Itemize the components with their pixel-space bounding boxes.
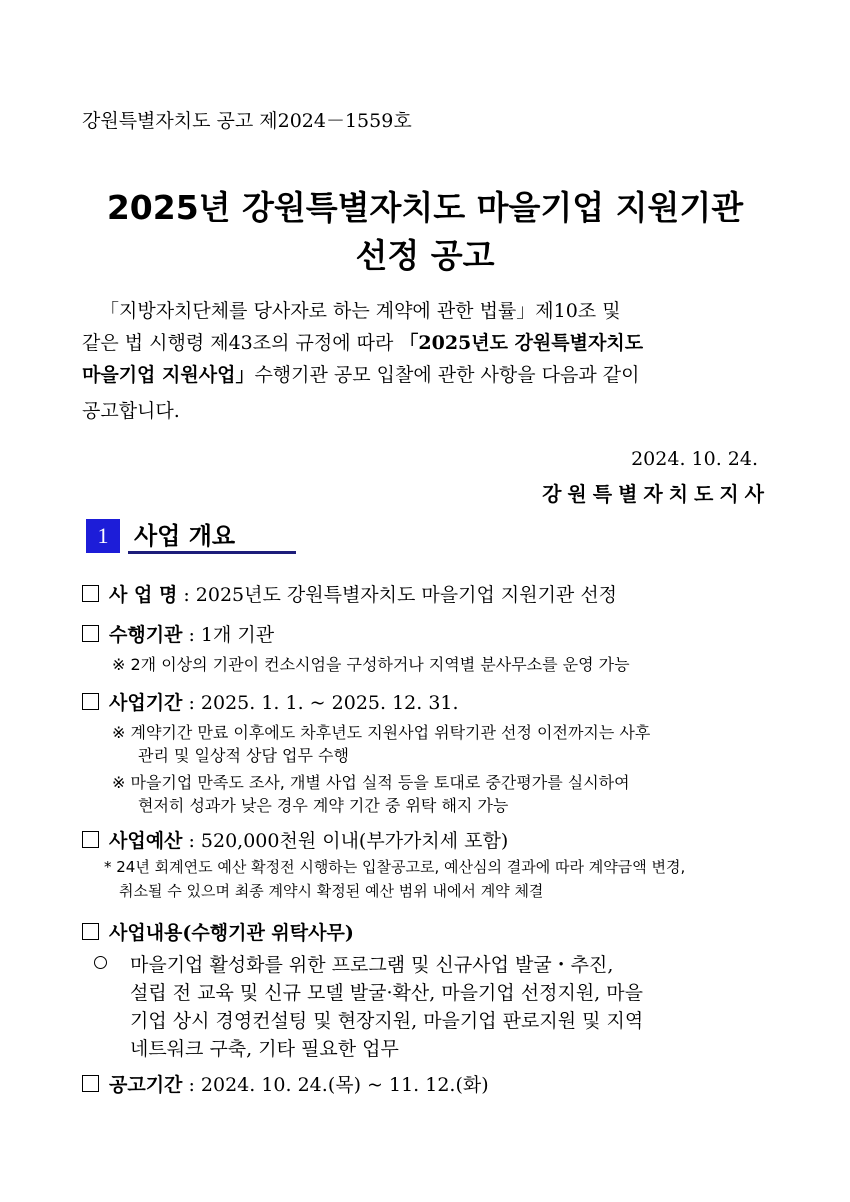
section-number-badge: 1 [86, 519, 120, 553]
item-value: : 2025년도 강원특별자치도 마을기업 지원기관 선정 [183, 584, 618, 606]
intro-line-4: 공고합니다. [82, 400, 180, 422]
document-title-line2: 선정 공고 [355, 236, 495, 275]
item-label: 사업기간 [109, 692, 183, 714]
period-note-2-line-2: 현저히 성과가 낮은 경우 계약 기간 중 위탁 해지 가능 [138, 796, 509, 815]
issuer-name: 강원특별자치도지사 [542, 482, 770, 506]
item-label: 공고기간 [109, 1074, 183, 1096]
checkbox-icon [82, 923, 99, 940]
item-value: : 520,000천원 이내(부가가치세 포함) [188, 830, 509, 852]
intro-project-name-cont: 마을기업 지원사업」 [82, 364, 255, 386]
item-label: 사업예산 [109, 830, 183, 852]
item-value: : 2024. 10. 24.(목) ~ 11. 12.(화) [188, 1074, 489, 1096]
item-budget [82, 826, 508, 853]
intro-line-3-text: 수행기관 공모 입찰에 관한 사항을 다음과 같이 [254, 364, 640, 386]
bullet-circle-icon [94, 956, 107, 969]
item-label: 사업내용(수행기관 위탁사무) [109, 922, 354, 944]
content-line-2: 설립 전 교육 및 신규 모델 발굴·확산, 마을기업 선정지원, 마을 [130, 982, 643, 1004]
period-note-1-line-1: ※ 계약기간 만료 이후에도 차후년도 지원사업 위탁기관 선정 이전까지는 사후 [112, 723, 651, 742]
period-note-1-line-2: 관리 및 일상적 상담 업무 수행 [138, 746, 349, 765]
intro-line-3 [82, 360, 639, 387]
budget-note-line-2: 취소될 수 있으며 최종 계약시 확정된 예산 범위 내에서 계약 체결 [119, 882, 544, 900]
item-agency [82, 620, 274, 647]
item-label: 사 업 명 [109, 584, 178, 606]
intro-line-1: 「지방자치단체를 당사자로 하는 계약에 관한 법률」제10조 및 [100, 300, 621, 322]
content-line-3: 기업 상시 경영컨설팅 및 현장지원, 마을기업 판로지원 및 지역 [130, 1010, 644, 1032]
checkbox-icon [82, 625, 99, 642]
agency-note: ※ 2개 이상의 기관이 컨소시엄을 구성하거나 지역별 분사무소를 운영 가능 [112, 655, 630, 674]
budget-note-line-1: * 24년 회계연도 예산 확정전 시행하는 입찰공고로, 예산심의 결과에 따라 계약금액 변경, [104, 858, 686, 876]
item-period [82, 688, 459, 715]
content-line-4: 네트워크 구축, 기타 필요한 업무 [130, 1038, 399, 1060]
item-value: : 1개 기관 [188, 624, 275, 646]
section-title: 사업 개요 [134, 522, 236, 550]
notice-number: 강원특별자치도 공고 제2024－1559호 [82, 110, 412, 132]
intro-line-2 [82, 328, 643, 355]
item-content [82, 918, 354, 945]
document-title-line1: 2025년 강원특별자치도 마을기업 지원기관 [106, 188, 744, 227]
intro-project-name: 「2025년도 강원특별자치도 [399, 332, 644, 354]
item-value: : 2025. 1. 1. ~ 2025. 12. 31. [188, 692, 459, 714]
section-title-underline [128, 551, 296, 554]
item-project-name [82, 580, 617, 607]
period-note-2-line-1: ※ 마을기업 만족도 조사, 개별 사업 실적 등을 토대로 중간평가를 실시하여 [112, 773, 630, 792]
checkbox-icon [82, 831, 99, 848]
item-notice-period [82, 1070, 489, 1097]
content-line-1: 마을기업 활성화를 위한 프로그램 및 신규사업 발굴・추진, [130, 954, 614, 976]
intro-line-2-text: 같은 법 시행령 제43조의 규정에 따라 [82, 332, 400, 354]
item-label: 수행기관 [109, 624, 183, 646]
notice-date: 2024. 10. 24. [631, 448, 758, 470]
checkbox-icon [82, 585, 99, 602]
checkbox-icon [82, 1075, 99, 1092]
checkbox-icon [82, 693, 99, 710]
